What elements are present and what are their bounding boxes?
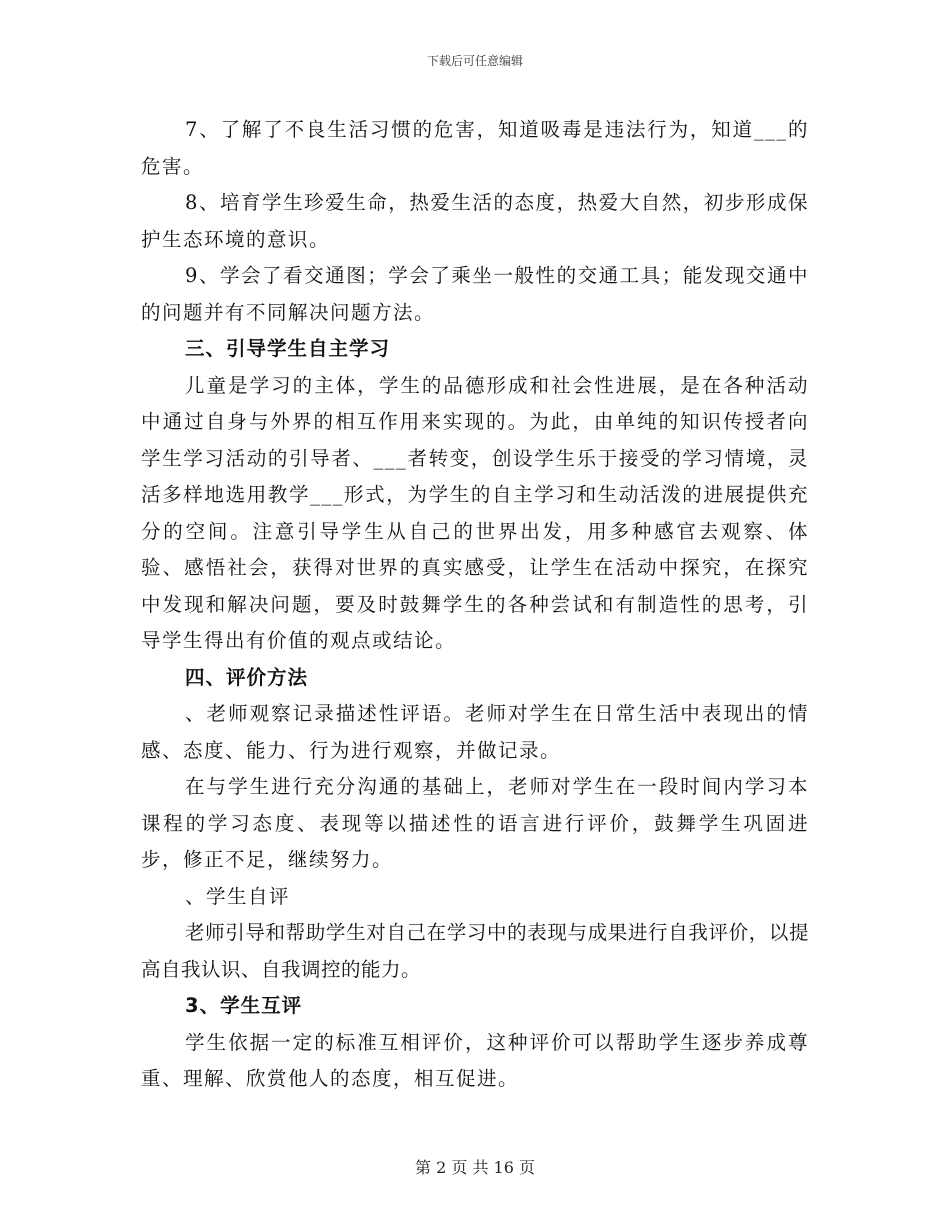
evaluation-method-3-detail: 学生依据一定的标准互相评价，这种评价可以帮助学生逐步养成尊重、理解、欣赏他人的态度，相互促进。 bbox=[141, 1030, 809, 1090]
document-body bbox=[141, 112, 809, 1098]
evaluation-method-1-detail: 在与学生进行充分沟通的基础上，老师对学生在一段时间内学习本课程的学习态度、表现等以描述性的语言进行评价，鼓舞学生巩固进步，修正不足，继续努力。 bbox=[141, 775, 809, 871]
list-item-8: 8、培育学生珍爱生命，热爱生活的态度，热爱大自然，初步形成保护生态环境的意识。 bbox=[141, 191, 809, 251]
evaluation-method-2-title: 、学生自评 bbox=[185, 884, 291, 908]
evaluation-method-2-detail: 老师引导和帮助学生对自己在学习中的表现与成果进行自我评价，以提高自我认识、自我调控的能力。 bbox=[141, 921, 809, 981]
section-3-paragraph: 儿童是学习的主体，学生的品德形成和社会性进展，是在各种活动中通过自身与外界的相互作用来实现的。为此，由单纯的知识传授者向学生学习活动的引导者、___者转变，创设学生乐于接受的学习情境，灵活多样地选用教学___形式，为学生的自主学习和生动活泼的进展提供充分的空间。注意引导学生从自己的世界出发，用多种感官去观察、体验、感悟社会，获得对世界的真实感受，让学生在活动中探究，在探究中发现和解决问题，要及时鼓舞学生的各种尝试和有制造性的思考，引导学生得出有价值的观点或结论。 bbox=[141, 373, 809, 652]
list-item-9: 9、学会了看交通图；学会了乘坐一般性的交通工具；能发现交通中的问题并有不同解决问题方法。 bbox=[141, 264, 809, 324]
evaluation-method-1: 、老师观察记录描述性评语。老师对学生在日常生活中表现出的情感、态度、能力、行为进行观察，并做记录。 bbox=[141, 702, 809, 762]
page-header-note: 下载后可任意编辑 bbox=[426, 54, 523, 68]
page-number: 第 2 页 共 16 页 bbox=[415, 1158, 535, 1177]
evaluation-method-3-title: 3、学生互评 bbox=[185, 994, 303, 1017]
list-item-7: 7、了解了不良生活习惯的危害，知道吸毒是违法行为，知道___的危害。 bbox=[141, 118, 809, 178]
section-heading-4: 四、评价方法 bbox=[185, 665, 309, 689]
section-heading-3: 三、引导学生自主学习 bbox=[185, 337, 391, 360]
